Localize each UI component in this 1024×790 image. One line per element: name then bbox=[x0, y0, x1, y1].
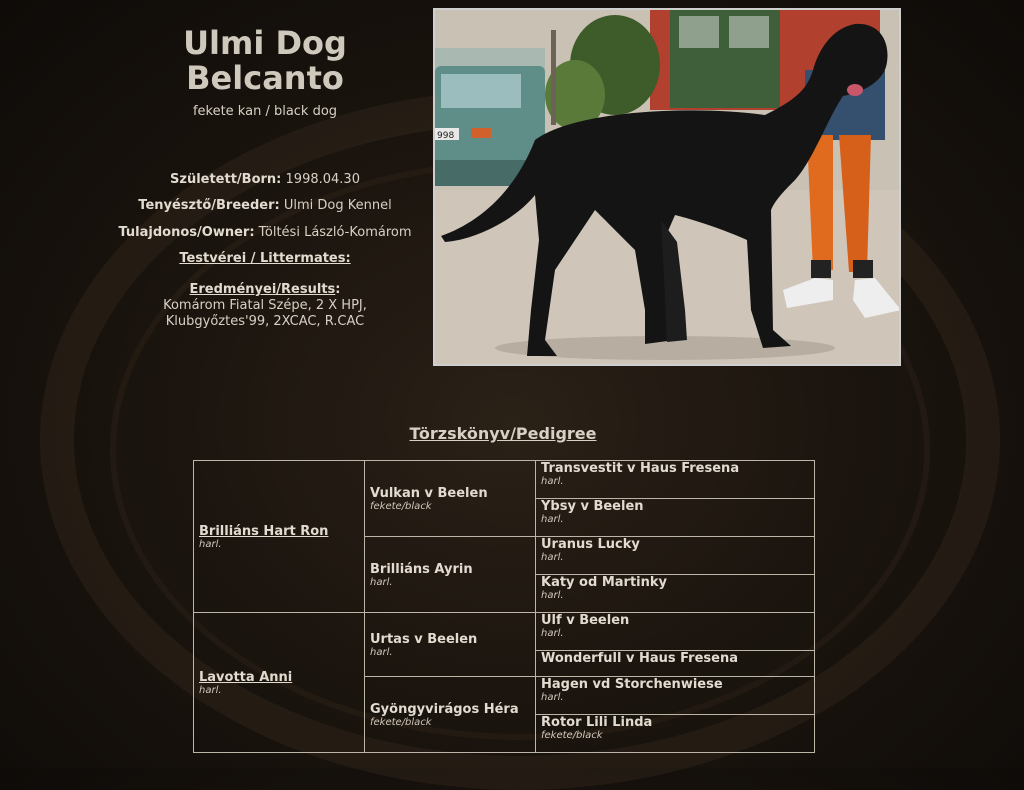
dam-link[interactable]: Lavotta Anni bbox=[199, 669, 293, 685]
g3-name: Ulf v Beelen bbox=[541, 613, 630, 628]
pedigree-table bbox=[193, 460, 815, 753]
pedigree-sire-sire-cell bbox=[365, 461, 536, 537]
g3-name: Katy od Martinky bbox=[541, 575, 667, 590]
owner-row bbox=[100, 225, 430, 240]
g3-name: Wonderfull v Haus Fresena bbox=[541, 651, 738, 666]
dam-dam-color: fekete/black bbox=[370, 716, 432, 728]
results-line-2: Klubgyőztes'99, 2XCAC, R.CAC bbox=[165, 314, 365, 329]
breeder-row bbox=[100, 198, 430, 213]
pedigree-sire-dam-cell bbox=[365, 537, 536, 613]
g3-color: harl. bbox=[541, 692, 564, 703]
breeder-label: Tenyésztő/Breeder: bbox=[138, 198, 280, 213]
pedigree-g3-cell bbox=[536, 575, 815, 613]
g3-name: Uranus Lucky bbox=[541, 537, 640, 552]
littermates-link[interactable]: Testvérei / Littermates: bbox=[179, 251, 351, 266]
g3-name: Hagen vd Storchenwiese bbox=[541, 677, 723, 692]
owner-label: Tulajdonos/Owner: bbox=[118, 225, 255, 240]
dam-sire-name: Urtas v Beelen bbox=[370, 631, 478, 647]
pedigree-dam-cell bbox=[194, 613, 365, 753]
born-value: 1998.04.30 bbox=[285, 172, 360, 187]
sire-dam-color: harl. bbox=[370, 576, 393, 588]
g3-color: fekete/black bbox=[541, 730, 603, 741]
sire-dam-name: Brilliáns Ayrin bbox=[370, 561, 473, 577]
breeder-value: Ulmi Dog Kennel bbox=[283, 198, 392, 213]
pedigree-g3-cell bbox=[536, 499, 815, 537]
results-colon: : bbox=[335, 282, 341, 297]
page-title bbox=[130, 26, 400, 96]
g3-name: Ybsy v Beelen bbox=[541, 499, 644, 514]
sire-link[interactable]: Brilliáns Hart Ron bbox=[199, 523, 329, 539]
sire-color: harl. bbox=[199, 538, 222, 550]
born-row bbox=[100, 172, 430, 187]
pedigree-g3-cell bbox=[536, 537, 815, 575]
results-line-1: Komárom Fiatal Szépe, 2 X HPJ, bbox=[163, 298, 367, 313]
dam-color: harl. bbox=[199, 684, 222, 696]
g3-color: harl. bbox=[541, 552, 564, 563]
g3-color: harl. bbox=[541, 628, 564, 639]
g3-color: harl. bbox=[541, 476, 564, 487]
pedigree-dam-dam-cell bbox=[365, 677, 536, 753]
pedigree-g3-cell bbox=[536, 613, 815, 651]
pedigree-g3-cell bbox=[536, 715, 815, 753]
sire-sire-color: fekete/black bbox=[370, 500, 432, 512]
owner-value: Töltési László-Komárom bbox=[258, 225, 412, 240]
pedigree-g3-cell bbox=[536, 651, 815, 677]
g3-name: Transvestit v Haus Fresena bbox=[541, 461, 740, 476]
dam-sire-color: harl. bbox=[370, 646, 393, 658]
dog-photo-image bbox=[435, 10, 899, 364]
littermates-row bbox=[100, 251, 430, 266]
g3-color: harl. bbox=[541, 590, 564, 601]
plate-text: 998 bbox=[437, 131, 455, 141]
sire-sire-name: Vulkan v Beelen bbox=[370, 485, 488, 501]
pedigree-g3-cell bbox=[536, 677, 815, 715]
g3-color: harl. bbox=[541, 514, 564, 525]
born-label: Született/Born: bbox=[170, 172, 282, 187]
g3-name: Rotor Lili Linda bbox=[541, 715, 653, 730]
pedigree-sire-cell bbox=[194, 461, 365, 613]
dog-photo bbox=[433, 8, 901, 366]
results-label: Eredményei/Results bbox=[189, 282, 336, 297]
pedigree-g3-cell bbox=[536, 461, 815, 499]
page-subtitle: fekete kan / black dog bbox=[192, 104, 338, 119]
title-line-1: Ulmi Dog bbox=[183, 24, 347, 62]
results-block bbox=[100, 282, 430, 330]
title-line-2: Belcanto bbox=[186, 59, 344, 97]
pedigree-dam-sire-cell bbox=[365, 613, 536, 677]
pedigree-heading: Törzskönyv/Pedigree bbox=[409, 424, 597, 443]
dam-dam-name: Gyöngyvirágos Héra bbox=[370, 701, 519, 717]
